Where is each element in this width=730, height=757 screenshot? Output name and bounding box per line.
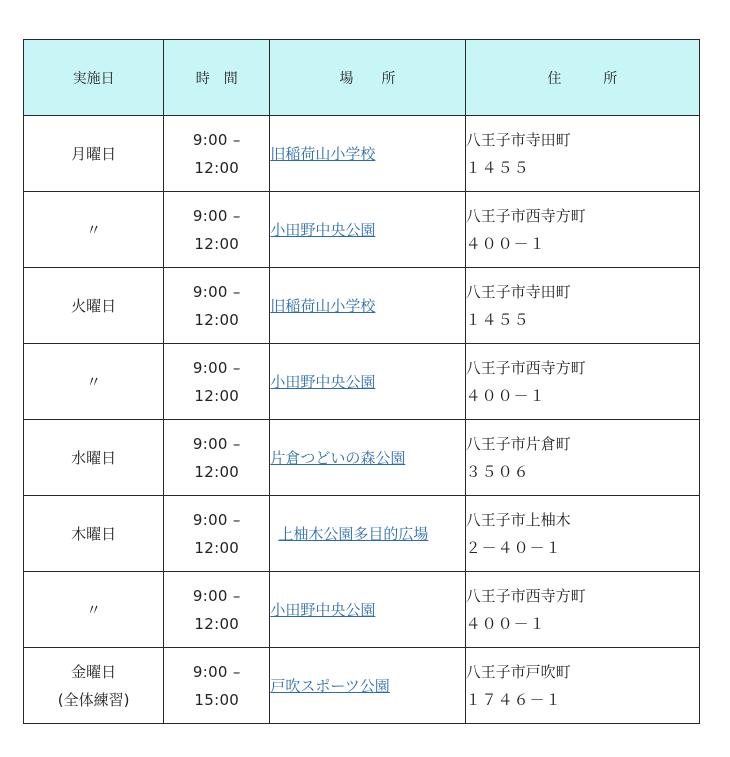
day-cell bbox=[24, 496, 164, 572]
time-cell bbox=[164, 268, 270, 344]
time-cell bbox=[164, 648, 270, 724]
time-start: 9:00 – bbox=[192, 282, 241, 301]
place-cell bbox=[270, 648, 465, 724]
day-cell bbox=[24, 116, 164, 192]
address-cell bbox=[465, 572, 699, 648]
place-cell bbox=[270, 344, 465, 420]
time-end: 15:00 bbox=[194, 690, 240, 709]
day-label: 〃 bbox=[86, 220, 102, 239]
address-line: 八王子市戸吹町 bbox=[465, 662, 571, 681]
address-number: ３５０６ bbox=[465, 462, 530, 481]
address-cell bbox=[465, 268, 699, 344]
time-start: 9:00 – bbox=[192, 130, 241, 149]
address-number: ２－４０－１ bbox=[465, 538, 562, 557]
header-address: 住 所 bbox=[465, 40, 699, 116]
day-note: (全体練習) bbox=[57, 690, 130, 709]
address-cell bbox=[465, 648, 699, 724]
table-row bbox=[24, 648, 700, 724]
place-link[interactable]: 旧稲荷山小学校 bbox=[270, 297, 376, 315]
place-link[interactable]: 戸吹スポーツ公園 bbox=[270, 677, 390, 695]
time-end: 12:00 bbox=[194, 234, 240, 253]
schedule-table bbox=[23, 39, 700, 724]
time-start: 9:00 – bbox=[192, 206, 241, 225]
place-cell bbox=[270, 572, 465, 648]
header-row bbox=[24, 40, 700, 116]
time-cell bbox=[164, 192, 270, 268]
time-end: 12:00 bbox=[194, 462, 240, 481]
time-end: 12:00 bbox=[194, 614, 240, 633]
day-label: 〃 bbox=[86, 372, 102, 391]
time-cell bbox=[164, 496, 270, 572]
address-line: 八王子市西寺方町 bbox=[465, 358, 586, 377]
day-cell bbox=[24, 268, 164, 344]
address-line: 八王子市寺田町 bbox=[465, 282, 571, 301]
time-cell bbox=[164, 572, 270, 648]
header-time: 時 間 bbox=[164, 40, 270, 116]
address-cell bbox=[465, 496, 699, 572]
place-link[interactable]: 小田野中央公園 bbox=[270, 373, 376, 391]
day-cell bbox=[24, 572, 164, 648]
day-label: 木曜日 bbox=[71, 524, 117, 543]
time-cell bbox=[164, 116, 270, 192]
place-cell bbox=[270, 496, 465, 572]
time-end: 12:00 bbox=[194, 158, 240, 177]
address-cell bbox=[465, 116, 699, 192]
address-cell bbox=[465, 420, 699, 496]
place-link[interactable]: 小田野中央公園 bbox=[270, 221, 376, 239]
day-cell bbox=[24, 344, 164, 420]
time-end: 12:00 bbox=[194, 310, 240, 329]
place-cell bbox=[270, 116, 465, 192]
header-place: 場 所 bbox=[270, 40, 465, 116]
time-end: 12:00 bbox=[194, 386, 240, 405]
day-label: 水曜日 bbox=[71, 448, 117, 467]
address-number: １４５５ bbox=[465, 310, 530, 329]
time-start: 9:00 – bbox=[192, 510, 241, 529]
day-cell bbox=[24, 648, 164, 724]
time-end: 12:00 bbox=[194, 538, 240, 557]
time-start: 9:00 – bbox=[192, 586, 241, 605]
place-cell bbox=[270, 420, 465, 496]
address-number: １４５５ bbox=[465, 158, 530, 177]
address-cell bbox=[465, 344, 699, 420]
time-start: 9:00 – bbox=[192, 434, 241, 453]
day-cell bbox=[24, 420, 164, 496]
address-line: 八王子市西寺方町 bbox=[465, 586, 586, 605]
place-link[interactable]: 片倉つどいの森公園 bbox=[270, 449, 406, 467]
day-label: 金曜日 bbox=[71, 662, 117, 681]
time-cell bbox=[164, 344, 270, 420]
time-start: 9:00 – bbox=[192, 358, 241, 377]
time-start: 9:00 – bbox=[192, 662, 241, 681]
place-cell bbox=[270, 268, 465, 344]
address-line: 八王子市片倉町 bbox=[465, 434, 571, 453]
table-row bbox=[24, 344, 700, 420]
place-link[interactable]: 小田野中央公園 bbox=[270, 601, 376, 619]
table-row bbox=[24, 192, 700, 268]
place-link[interactable]: 上柚木公園多目的広場 bbox=[278, 525, 429, 543]
address-number: １７４６－１ bbox=[465, 690, 562, 709]
day-label: 火曜日 bbox=[71, 296, 117, 315]
table-row bbox=[24, 268, 700, 344]
table-row bbox=[24, 572, 700, 648]
address-line: 八王子市西寺方町 bbox=[465, 206, 586, 225]
address-cell bbox=[465, 192, 699, 268]
table-row bbox=[24, 420, 700, 496]
address-number: ４００－１ bbox=[465, 234, 546, 253]
address-line: 八王子市上柚木 bbox=[465, 510, 571, 529]
place-cell bbox=[270, 192, 465, 268]
address-line: 八王子市寺田町 bbox=[465, 130, 571, 149]
table-row bbox=[24, 496, 700, 572]
day-cell bbox=[24, 192, 164, 268]
address-number: ４００－１ bbox=[465, 614, 546, 633]
place-link[interactable]: 旧稲荷山小学校 bbox=[270, 145, 376, 163]
table-row bbox=[24, 116, 700, 192]
header-day: 実施日 bbox=[24, 40, 164, 116]
time-cell bbox=[164, 420, 270, 496]
day-label: 〃 bbox=[86, 600, 102, 619]
day-label: 月曜日 bbox=[71, 144, 117, 163]
address-number: ４００－１ bbox=[465, 386, 546, 405]
